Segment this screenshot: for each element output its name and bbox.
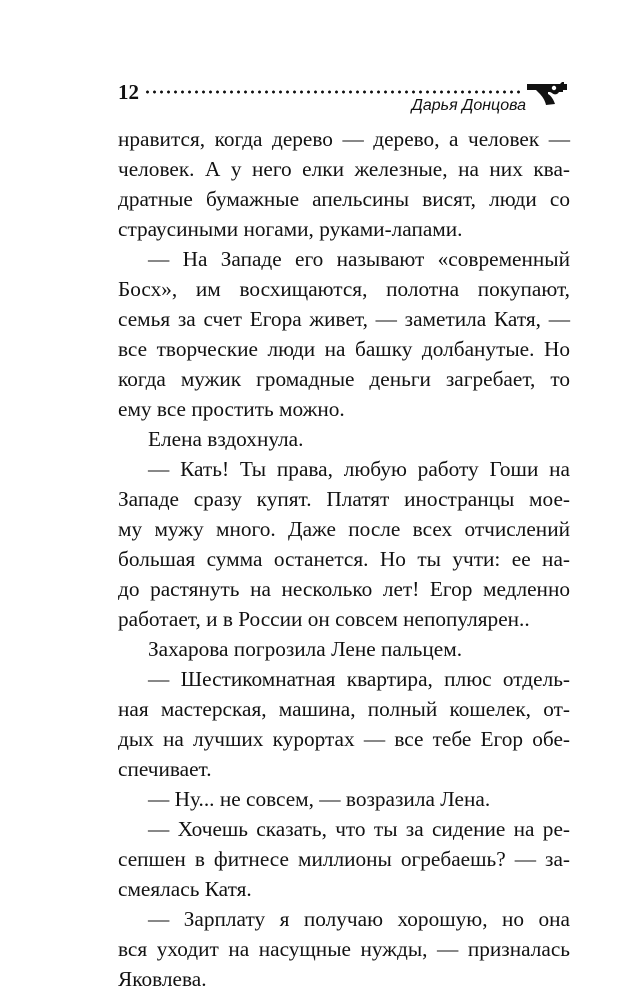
- text-line: вся уходит на насущные нужды, — призналась: [118, 937, 570, 961]
- text-line: — Кать! Ты права, любую работу Гоши на: [148, 457, 570, 481]
- revolver-icon: [526, 80, 570, 106]
- text-line: человек. А у него елки железные, на них ква-: [118, 157, 570, 181]
- text-line: нравится, когда дерево — дерево, а человек —: [118, 127, 570, 151]
- text-line: дых на лучших курортах — все тебе Егор обе-: [118, 727, 570, 751]
- text-line: большая сумма останется. Но ты учти: ее на-: [118, 547, 570, 571]
- page-number: 12: [118, 80, 139, 104]
- text-line: ная мастерская, машина, полный кошелек, от-: [118, 697, 570, 721]
- text-line: Елена вздохнула.: [148, 427, 304, 451]
- text-line: работает, и в России он совсем непопулярен..: [118, 607, 530, 631]
- text-line: когда мужик громадные деньги загребает, то: [118, 367, 570, 391]
- text-line: Захарова погрозила Лене пальцем.: [148, 637, 463, 661]
- text-line: — Ну... не совсем, — возразила Лена.: [148, 787, 491, 811]
- dotted-rule: [144, 90, 522, 94]
- text-line: — На Западе его называют «современный: [148, 247, 570, 271]
- text-line: Яковлева.: [118, 967, 207, 991]
- body-text: [118, 124, 570, 994]
- text-line: му мужу много. Даже после всех отчислений: [118, 517, 570, 541]
- text-line: — Хочешь сказать, что ты за сидение на ре-: [148, 817, 570, 841]
- text-line: Босх», им восхищаются, полотна покупают,: [118, 277, 570, 301]
- running-head-author: Дарья Донцова: [411, 97, 526, 114]
- text-line: семья за счет Егора живет, — заметила Катя, —: [118, 307, 570, 331]
- text-line: ему все простить можно.: [118, 397, 345, 421]
- text-line: сепшен в фитнесе миллионы огребаешь? — за-: [118, 847, 570, 871]
- text-line: до растянуть на несколько лет! Егор медленно: [118, 577, 570, 601]
- text-line: Западе сразу купят. Платят иностранцы мое-: [118, 487, 570, 511]
- page-header: [118, 78, 570, 118]
- text-line: смеялась Катя.: [118, 877, 252, 901]
- text-line: спечивает.: [118, 757, 212, 781]
- text-line: — Шестикомнатная квартира, плюс отдель-: [148, 667, 570, 691]
- text-line: все творческие люди на башку долбанутые. Но: [118, 337, 570, 361]
- text-line: страусиными ногами, руками-лапами.: [118, 217, 463, 241]
- text-line: дратные бумажные апельсины висят, люди со: [118, 187, 570, 211]
- text-line: — Зарплату я получаю хорошую, но она: [148, 907, 570, 931]
